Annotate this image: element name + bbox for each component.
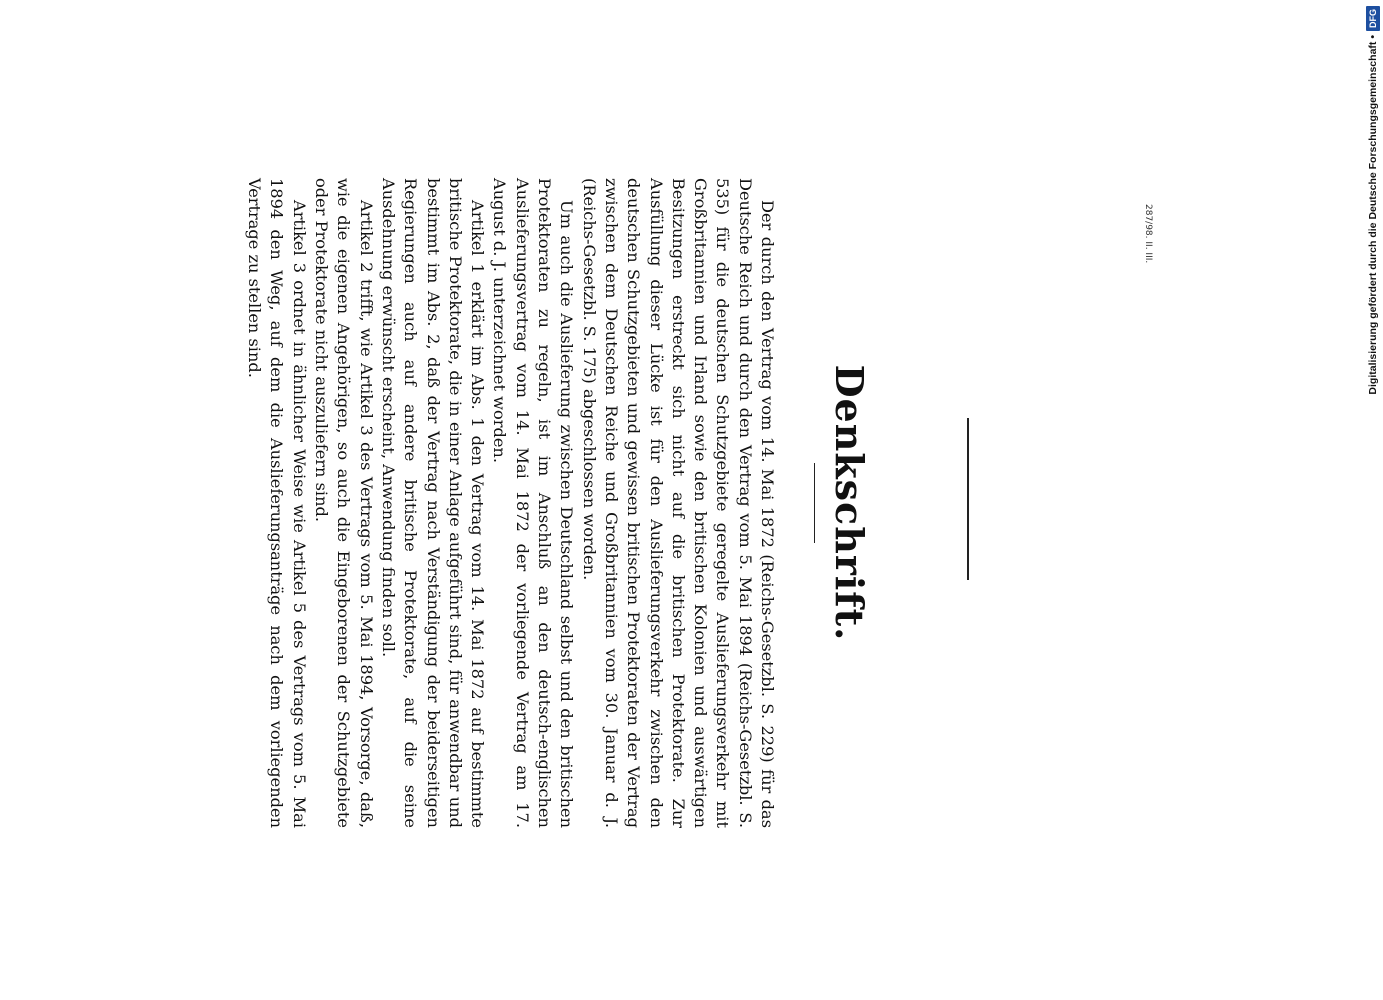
paragraph: Um auch die Auslieferung zwischen Deutschland selbst und den britischen Protektoraten zu regeln, ist im Anschluß an den deutsch-englischen Auslieferungsvertrag vom 14. Mai 1872 der vorliegende Vertrag am 17. August d. J. unterzeichnet worden. [490, 178, 577, 828]
digitization-credit [1364, 6, 1382, 396]
document-title: Denkschrift. [827, 364, 872, 642]
paragraph: Artikel 3 ordnet in ähnlicher Weise wie Artikel 5 des Vertrags vom 5. Mai 1894 den Weg, auf dem die Auslieferungsanträge nach dem vorliegenden Vertrage zu stellen sind. [245, 178, 309, 828]
dfg-logo: DFG [1366, 6, 1380, 31]
paragraph: Artikel 1 erklärt im Abs. 1 den Vertrag vom 14. Mai 1872 auf bestimmte britische Protektorate, die in einer Anlage aufgeführt sind, für anwendbar und bestimmt im Abs. 2, daß der Vertrag nach Verständigung der beiderseitigen Regierungen auch auf andere britische Protektorate, auf die seine Ausdehnung erwünscht erscheint, Anwendung finden soll. [378, 178, 488, 828]
paragraph: Artikel 2 trifft, wie Artikel 3 des Vertrags vom 5. Mai 1894, Vorsorge, daß, wie die eigenen Angehörigen, so auch die Eingeborenen der Schutzgebiete oder Protektorate nicht auszuliefern sind. [312, 178, 376, 828]
credit-text: Digitalisierung gefördert durch die Deutsche Forschungsgemeinschaft • [1367, 35, 1379, 395]
archive-signature-text: 287/98. II. III. [1143, 204, 1153, 264]
main-text-block [233, 178, 873, 828]
title-divider [814, 463, 815, 543]
paragraph: Der durch den Vertrag vom 14. Mai 1872 (Reichs-Gesetzbl. S. 229) für das Deutsche Reich und durch den Vertrag vom 5. Mai 1894 (Reichs-Gesetzbl. S. 535) für die deutschen Schutzgebiete geregelte Auslieferungsverkehr mit Großbritannien und Irland sowie den britischen Kolonien und auswärtigen Besitzungen erstreckt sich nicht auf die britischen Protektorate. Zur Ausfüllung dieser Lücke ist für den Auslieferungsverkehr zwischen den deutschen Schutzgebieten und gewissen britischen Protektoraten der Vertrag zwischen dem Deutschen Reiche und Großbritannien vom 30. Januar d. J. (Reichs-Gesetzbl. S. 175) abgeschlossen worden. [579, 178, 777, 828]
closing-divider [967, 418, 969, 580]
archive-signature [1138, 204, 1158, 284]
